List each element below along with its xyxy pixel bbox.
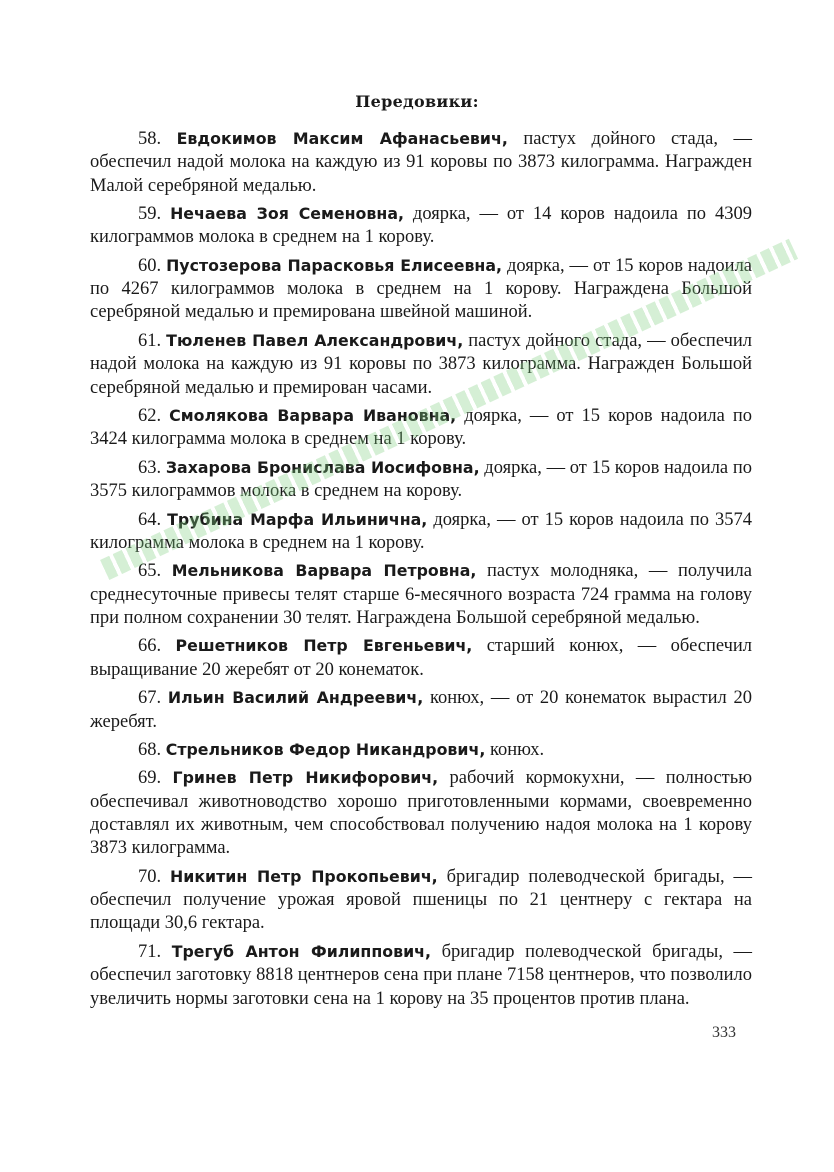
entry-number: 70. (138, 866, 162, 887)
entry-name: Нечаева Зоя Семеновна, (170, 204, 404, 224)
entry-name: Пустозерова Парасковья Елисеевна, (166, 255, 503, 275)
entry-name: Трубина Марфа Ильинична, (167, 509, 428, 529)
list-entry (90, 508, 752, 556)
entry-description: доярка, — от 14 коров надоила по 4309 килограммов молока в среднем на 1 корову. (90, 204, 752, 248)
entry-description: пастух молодняка, — получила среднесуточные привесы телят старше 6-месячного возраста 724 грамма на голову при полном сохранении 30 телят. Награждена Большой серебряной медалью. (90, 561, 753, 628)
entry-list (90, 127, 752, 1015)
list-entry (90, 254, 752, 325)
entry-description: доярка, — от 15 коров надоила по 3424 килограмма молока в среднем на 1 корову. (90, 406, 752, 450)
list-entry (90, 202, 752, 250)
entry-description: конюх. (489, 740, 545, 760)
entry-description: старший конюх, — обеспечил выращивание 20 жеребят от 20 конематок. (90, 636, 753, 680)
entry-description: доярка, — от 15 коров надоила по 3575 килограммов молока в среднем на корову. (90, 457, 752, 502)
list-entry (90, 456, 752, 504)
entry-number: 58. (138, 129, 162, 149)
entry-name: Никитин Петр Прокопьевич, (170, 866, 438, 886)
entry-name: Мельникова Варвара Петровна, (171, 561, 477, 581)
list-entry (90, 738, 752, 762)
page-number: 333 (712, 1024, 736, 1041)
entry-number: 67. (138, 688, 162, 709)
entry-name: Стрельников Федор Никандрович, (165, 740, 486, 759)
entry-description: бригадир полеводческой бригады, — обеспечил получение урожая яровой пшеницы по 21 центнеру с гектара на площади 30,6 гектара. (90, 866, 753, 934)
entry-number: 62. (138, 406, 162, 427)
entry-number: 65. (138, 561, 162, 582)
list-entry (90, 559, 752, 630)
entry-description: пастух дойного стада, — обеспечил надой молока на каждую из 91 коровы по 3873 килограмма. Награжден Большой серебряной медалью и премирован часами. (90, 330, 753, 398)
entry-description: пастух дойного стада, — обеспечил надой молока на каждую из 91 коровы по 3873 килограмма. Награжден Малой серебряной медалью. (90, 129, 752, 196)
section-heading: Передовики: (355, 92, 479, 111)
entry-name: Тюленев Павел Александрович, (166, 330, 464, 350)
list-entry (90, 404, 752, 452)
entry-number: 61. (138, 330, 162, 351)
list-entry (90, 766, 752, 860)
entry-number: 71. (138, 941, 162, 962)
entry-name: Смолякова Варвара Ивановна, (169, 406, 457, 426)
entry-number: 69. (138, 768, 162, 789)
list-entry (90, 634, 752, 682)
entry-number: 64. (138, 509, 162, 530)
entry-name: Решетников Петр Евгеньевич, (175, 636, 473, 656)
entry-name: Ильин Василий Андреевич, (167, 688, 424, 708)
list-entry (90, 686, 752, 734)
entry-description: доярка, — от 15 коров надоила по 3574 килограмма молока в среднем на 1 корову. (90, 509, 753, 553)
entry-name: Евдокимов Максим Афанасьевич, (176, 129, 508, 148)
entry-number: 63. (138, 457, 162, 478)
entry-name: Трегуб Антон Филиппович, (171, 941, 431, 961)
list-entry (90, 329, 752, 400)
entry-number: 60. (138, 255, 162, 276)
entry-description: рабочий кормокухни, — полностью обеспечивал животноводство хорошо приготовленными кормами, своевременно доставлял их животным, чем способствовал получению надоя молока на 1 корову 3873 килограмма. (90, 768, 753, 859)
entry-number: 59. (138, 204, 162, 225)
entry-name: Гринев Петр Никифорович, (172, 768, 439, 788)
list-entry (90, 865, 752, 936)
entry-name: Захарова Бронислава Иосифовна, (165, 457, 480, 477)
entry-number: 68. (138, 740, 162, 760)
entry-number: 66. (138, 636, 162, 657)
entry-description: доярка, — от 15 коров надоила по 4267 килограммов молока в среднем на 1 корову. Награждена Большой серебряной медалью и премирована швейной машиной. (90, 255, 753, 323)
entry-description: конюх, — от 20 конематок вырастил 20 жеребят. (90, 688, 752, 732)
list-entry (90, 940, 752, 1011)
list-entry (90, 127, 752, 198)
entry-description: бригадир полеводческой бригады, — обеспечил заготовку 8818 центнеров сена при плане 7158 центнеров, что позволило увеличить нормы заготовки сена на 1 корову на 35 процентов против плана. (90, 941, 753, 1009)
